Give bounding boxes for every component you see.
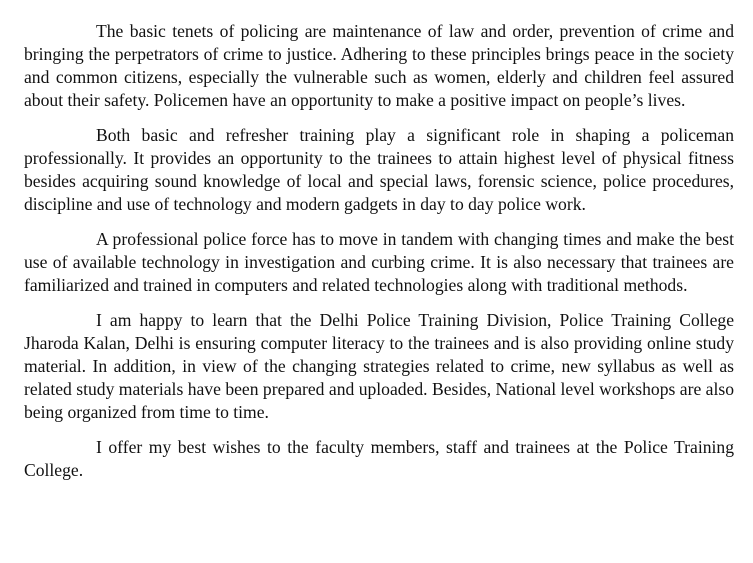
paragraph-policing-tenets: The basic tenets of policing are maintenance of law and order, prevention of crime and bringing the perpetrators of crime to justice. Adhering to these principles brings peace in the society and common citizens, especially the vulnerable such as women, elderly and children feel assured about their safety. Policemen have an opportunity to make a positive impact on people’s lives. xyxy=(24,21,734,110)
paragraph-training-division: I am happy to learn that the Delhi Police Training Division, Police Training College Jharoda Kalan, Delhi is ensuring computer literacy to the trainees and is also providing online study material. In addition, in view of the changing strategies related to crime, new syllabus as well as related study materials have been prepared and uploaded. Besides, National level workshops are also being organized from time to time. xyxy=(24,310,734,422)
paragraph-best-wishes: I offer my best wishes to the faculty members, staff and trainees at the Police Training College. xyxy=(24,437,734,480)
paragraph-training-role: Both basic and refresher training play a significant role in shaping a policeman professionally. It provides an opportunity to the trainees to attain highest level of physical fitness besides acquiring sound knowledge of local and special laws, forensic science, police procedures, discipline and use of technology and modern gadgets in day to day police work. xyxy=(24,125,734,214)
document-body xyxy=(24,20,734,494)
paragraph-technology: A professional police force has to move in tandem with changing times and make the best use of available technology in investigation and curbing crime. It is also necessary that trainees are familiarized and trained in computers and related technologies along with traditional methods. xyxy=(24,229,734,295)
